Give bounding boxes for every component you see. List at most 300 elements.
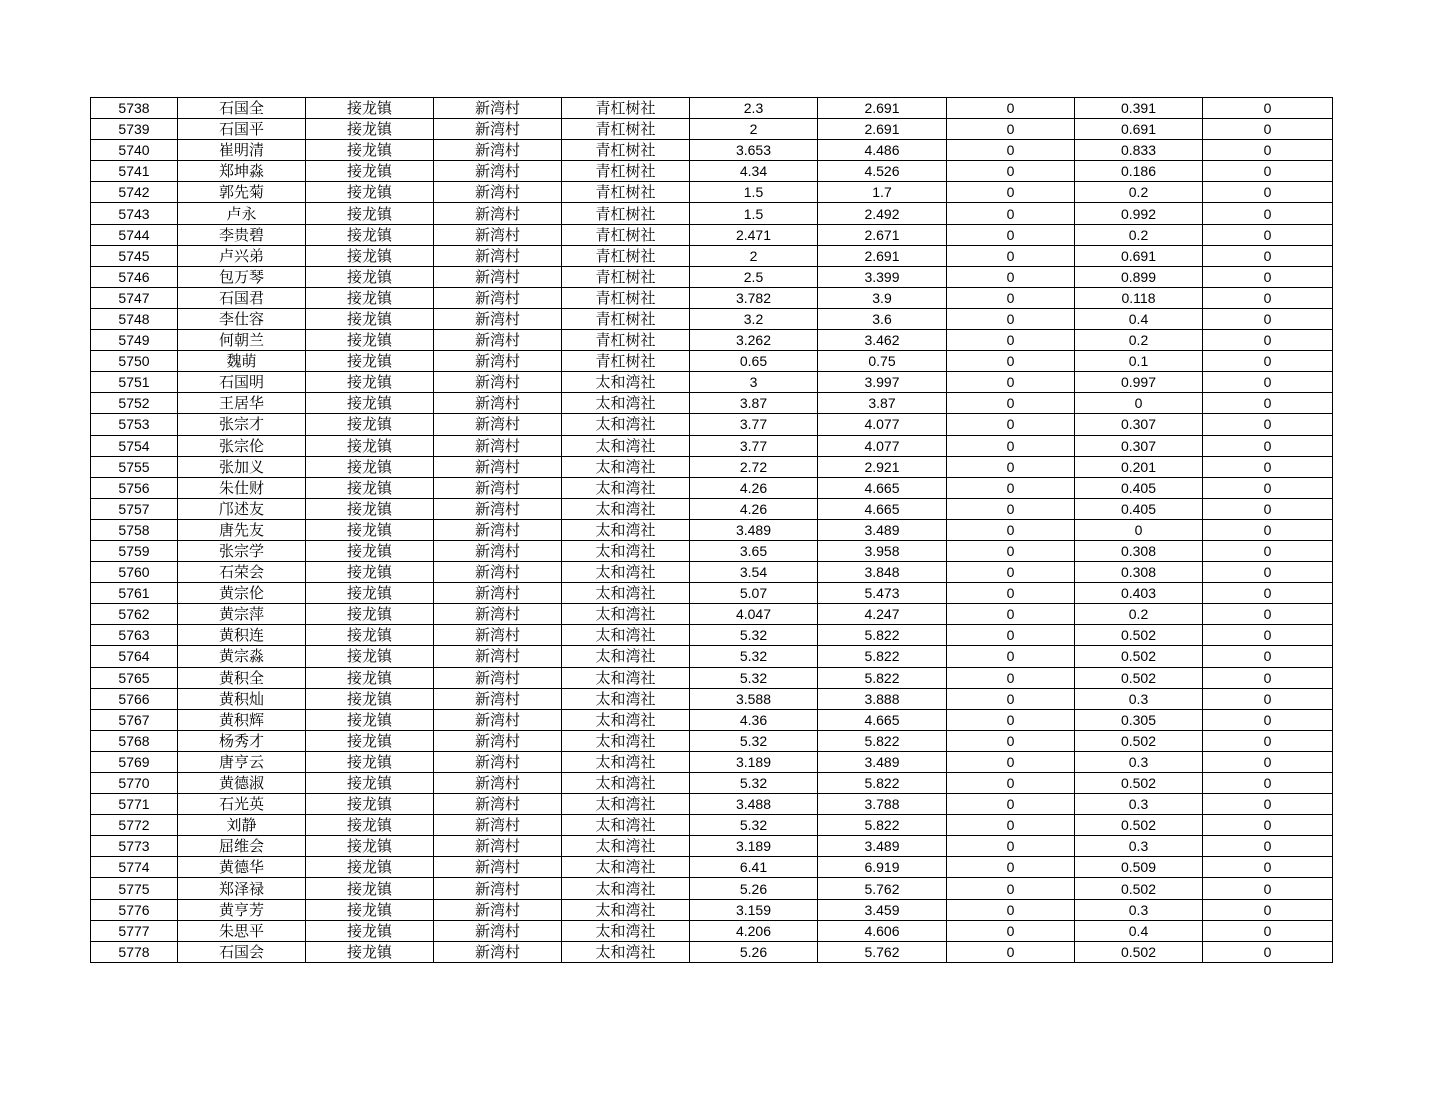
row-id-cell: 5743: [91, 203, 178, 224]
group-cell: 太和湾社: [562, 688, 690, 709]
value-c-cell: 0: [947, 435, 1075, 456]
value-d-cell: 0.1: [1075, 351, 1203, 372]
town-cell: 接龙镇: [306, 857, 434, 878]
value-c-cell: 0: [947, 773, 1075, 794]
table-row: [91, 393, 1333, 414]
town-cell: 接龙镇: [306, 709, 434, 730]
value-e-cell: 0: [1203, 646, 1333, 667]
name-cell: 郑坤淼: [178, 161, 306, 182]
name-cell: 黄宗萍: [178, 604, 306, 625]
value-d-cell: 0.2: [1075, 604, 1203, 625]
value-a-cell: 2: [690, 245, 818, 266]
row-id-cell: 5738: [91, 98, 178, 119]
row-id-cell: 5753: [91, 414, 178, 435]
table-row: [91, 351, 1333, 372]
table-row: [91, 477, 1333, 498]
village-cell: 新湾村: [434, 519, 562, 540]
value-b-cell: 4.665: [818, 498, 947, 519]
value-d-cell: 0.3: [1075, 794, 1203, 815]
name-cell: 卢永: [178, 203, 306, 224]
name-cell: 刘静: [178, 815, 306, 836]
row-id-cell: 5750: [91, 351, 178, 372]
row-id-cell: 5778: [91, 941, 178, 962]
value-e-cell: 0: [1203, 414, 1333, 435]
table-body: [91, 98, 1333, 963]
value-a-cell: 4.26: [690, 477, 818, 498]
value-d-cell: 0.308: [1075, 540, 1203, 561]
row-id-cell: 5749: [91, 330, 178, 351]
group-cell: 青杠树社: [562, 161, 690, 182]
row-id-cell: 5760: [91, 562, 178, 583]
value-c-cell: 0: [947, 140, 1075, 161]
value-a-cell: 2.471: [690, 224, 818, 245]
value-d-cell: 0.992: [1075, 203, 1203, 224]
name-cell: 张宗才: [178, 414, 306, 435]
name-cell: 魏萌: [178, 351, 306, 372]
value-d-cell: 0.305: [1075, 709, 1203, 730]
value-d-cell: 0.403: [1075, 583, 1203, 604]
name-cell: 石国平: [178, 119, 306, 140]
value-a-cell: 5.32: [690, 646, 818, 667]
town-cell: 接龙镇: [306, 836, 434, 857]
table-row: [91, 119, 1333, 140]
value-a-cell: 4.36: [690, 709, 818, 730]
table-row: [91, 899, 1333, 920]
village-cell: 新湾村: [434, 667, 562, 688]
village-cell: 新湾村: [434, 794, 562, 815]
value-b-cell: 5.822: [818, 646, 947, 667]
table-row: [91, 161, 1333, 182]
table-row: [91, 562, 1333, 583]
town-cell: 接龙镇: [306, 308, 434, 329]
value-a-cell: 5.32: [690, 730, 818, 751]
value-d-cell: 0.405: [1075, 477, 1203, 498]
value-a-cell: 3: [690, 372, 818, 393]
value-e-cell: 0: [1203, 287, 1333, 308]
village-cell: 新湾村: [434, 224, 562, 245]
row-id-cell: 5746: [91, 266, 178, 287]
value-d-cell: 0.4: [1075, 308, 1203, 329]
value-c-cell: 0: [947, 709, 1075, 730]
value-c-cell: 0: [947, 667, 1075, 688]
row-id-cell: 5747: [91, 287, 178, 308]
row-id-cell: 5759: [91, 540, 178, 561]
name-cell: 何朝兰: [178, 330, 306, 351]
group-cell: 太和湾社: [562, 519, 690, 540]
group-cell: 青杠树社: [562, 266, 690, 287]
town-cell: 接龙镇: [306, 815, 434, 836]
value-d-cell: 0.502: [1075, 815, 1203, 836]
value-a-cell: 3.54: [690, 562, 818, 583]
group-cell: 太和湾社: [562, 414, 690, 435]
value-c-cell: 0: [947, 224, 1075, 245]
value-c-cell: 0: [947, 878, 1075, 899]
value-a-cell: 2.3: [690, 98, 818, 119]
table-row: [91, 414, 1333, 435]
name-cell: 石荣会: [178, 562, 306, 583]
village-cell: 新湾村: [434, 878, 562, 899]
value-e-cell: 0: [1203, 836, 1333, 857]
row-id-cell: 5777: [91, 920, 178, 941]
name-cell: 崔明清: [178, 140, 306, 161]
value-e-cell: 0: [1203, 351, 1333, 372]
row-id-cell: 5767: [91, 709, 178, 730]
name-cell: 李贵碧: [178, 224, 306, 245]
value-d-cell: 0.899: [1075, 266, 1203, 287]
value-e-cell: 0: [1203, 140, 1333, 161]
value-b-cell: 3.87: [818, 393, 947, 414]
row-id-cell: 5773: [91, 836, 178, 857]
row-id-cell: 5775: [91, 878, 178, 899]
value-b-cell: 4.665: [818, 477, 947, 498]
value-e-cell: 0: [1203, 435, 1333, 456]
value-b-cell: 2.671: [818, 224, 947, 245]
name-cell: 朱仕财: [178, 477, 306, 498]
group-cell: 太和湾社: [562, 836, 690, 857]
town-cell: 接龙镇: [306, 604, 434, 625]
value-e-cell: 0: [1203, 498, 1333, 519]
value-c-cell: 0: [947, 604, 1075, 625]
value-c-cell: 0: [947, 393, 1075, 414]
value-a-cell: 3.77: [690, 414, 818, 435]
value-c-cell: 0: [947, 519, 1075, 540]
village-cell: 新湾村: [434, 688, 562, 709]
value-a-cell: 3.77: [690, 435, 818, 456]
group-cell: 太和湾社: [562, 815, 690, 836]
value-a-cell: 4.206: [690, 920, 818, 941]
value-c-cell: 0: [947, 794, 1075, 815]
value-e-cell: 0: [1203, 625, 1333, 646]
value-b-cell: 5.822: [818, 667, 947, 688]
village-cell: 新湾村: [434, 414, 562, 435]
village-cell: 新湾村: [434, 393, 562, 414]
value-a-cell: 3.189: [690, 751, 818, 772]
row-id-cell: 5761: [91, 583, 178, 604]
value-a-cell: 3.489: [690, 519, 818, 540]
value-c-cell: 0: [947, 330, 1075, 351]
name-cell: 黄积全: [178, 667, 306, 688]
value-c-cell: 0: [947, 836, 1075, 857]
value-b-cell: 3.958: [818, 540, 947, 561]
village-cell: 新湾村: [434, 815, 562, 836]
name-cell: 卢兴弟: [178, 245, 306, 266]
value-b-cell: 2.691: [818, 245, 947, 266]
value-b-cell: 3.399: [818, 266, 947, 287]
value-d-cell: 0.502: [1075, 625, 1203, 646]
town-cell: 接龙镇: [306, 119, 434, 140]
value-a-cell: 1.5: [690, 203, 818, 224]
town-cell: 接龙镇: [306, 540, 434, 561]
village-cell: 新湾村: [434, 372, 562, 393]
value-b-cell: 3.6: [818, 308, 947, 329]
town-cell: 接龙镇: [306, 625, 434, 646]
group-cell: 青杠树社: [562, 351, 690, 372]
town-cell: 接龙镇: [306, 161, 434, 182]
group-cell: 太和湾社: [562, 794, 690, 815]
village-cell: 新湾村: [434, 161, 562, 182]
town-cell: 接龙镇: [306, 372, 434, 393]
value-e-cell: 0: [1203, 540, 1333, 561]
value-a-cell: 0.65: [690, 351, 818, 372]
town-cell: 接龙镇: [306, 140, 434, 161]
value-b-cell: 2.691: [818, 119, 947, 140]
value-b-cell: 5.762: [818, 941, 947, 962]
village-cell: 新湾村: [434, 477, 562, 498]
village-cell: 新湾村: [434, 751, 562, 772]
name-cell: 张加义: [178, 456, 306, 477]
value-b-cell: 6.919: [818, 857, 947, 878]
town-cell: 接龙镇: [306, 646, 434, 667]
table-row: [91, 709, 1333, 730]
value-e-cell: 0: [1203, 920, 1333, 941]
value-d-cell: 0.997: [1075, 372, 1203, 393]
value-c-cell: 0: [947, 730, 1075, 751]
group-cell: 太和湾社: [562, 372, 690, 393]
town-cell: 接龙镇: [306, 393, 434, 414]
value-e-cell: 0: [1203, 182, 1333, 203]
group-cell: 太和湾社: [562, 477, 690, 498]
table-row: [91, 857, 1333, 878]
name-cell: 李仕容: [178, 308, 306, 329]
value-c-cell: 0: [947, 308, 1075, 329]
value-d-cell: 0.833: [1075, 140, 1203, 161]
value-c-cell: 0: [947, 372, 1075, 393]
village-cell: 新湾村: [434, 435, 562, 456]
name-cell: 石国明: [178, 372, 306, 393]
value-b-cell: 5.762: [818, 878, 947, 899]
value-a-cell: 4.26: [690, 498, 818, 519]
group-cell: 太和湾社: [562, 583, 690, 604]
group-cell: 太和湾社: [562, 646, 690, 667]
village-cell: 新湾村: [434, 245, 562, 266]
table-row: [91, 245, 1333, 266]
name-cell: 黄德华: [178, 857, 306, 878]
value-d-cell: 0.4: [1075, 920, 1203, 941]
value-a-cell: 5.32: [690, 815, 818, 836]
town-cell: 接龙镇: [306, 583, 434, 604]
town-cell: 接龙镇: [306, 899, 434, 920]
village-cell: 新湾村: [434, 308, 562, 329]
value-a-cell: 4.047: [690, 604, 818, 625]
value-c-cell: 0: [947, 287, 1075, 308]
table-row: [91, 751, 1333, 772]
table-row: [91, 773, 1333, 794]
table-row: [91, 98, 1333, 119]
value-a-cell: 5.32: [690, 773, 818, 794]
table-row: [91, 224, 1333, 245]
value-d-cell: 0.509: [1075, 857, 1203, 878]
value-b-cell: 3.997: [818, 372, 947, 393]
town-cell: 接龙镇: [306, 519, 434, 540]
value-e-cell: 0: [1203, 245, 1333, 266]
value-d-cell: 0.2: [1075, 224, 1203, 245]
town-cell: 接龙镇: [306, 224, 434, 245]
group-cell: 太和湾社: [562, 498, 690, 519]
value-c-cell: 0: [947, 414, 1075, 435]
village-cell: 新湾村: [434, 456, 562, 477]
value-d-cell: 0.3: [1075, 899, 1203, 920]
name-cell: 黄宗伦: [178, 583, 306, 604]
group-cell: 太和湾社: [562, 878, 690, 899]
village-cell: 新湾村: [434, 941, 562, 962]
name-cell: 黄积辉: [178, 709, 306, 730]
value-c-cell: 0: [947, 941, 1075, 962]
value-a-cell: 3.189: [690, 836, 818, 857]
group-cell: 太和湾社: [562, 625, 690, 646]
value-e-cell: 0: [1203, 709, 1333, 730]
value-a-cell: 5.32: [690, 667, 818, 688]
town-cell: 接龙镇: [306, 920, 434, 941]
value-e-cell: 0: [1203, 119, 1333, 140]
table-row: [91, 435, 1333, 456]
table-row: [91, 540, 1333, 561]
village-cell: 新湾村: [434, 351, 562, 372]
value-b-cell: 4.665: [818, 709, 947, 730]
value-d-cell: 0.502: [1075, 646, 1203, 667]
value-b-cell: 3.489: [818, 751, 947, 772]
name-cell: 郑泽禄: [178, 878, 306, 899]
group-cell: 青杠树社: [562, 182, 690, 203]
town-cell: 接龙镇: [306, 730, 434, 751]
value-a-cell: 5.26: [690, 878, 818, 899]
name-cell: 石国会: [178, 941, 306, 962]
town-cell: 接龙镇: [306, 245, 434, 266]
village-cell: 新湾村: [434, 330, 562, 351]
table-row: [91, 203, 1333, 224]
value-c-cell: 0: [947, 351, 1075, 372]
value-d-cell: 0.405: [1075, 498, 1203, 519]
name-cell: 黄亨芳: [178, 899, 306, 920]
group-cell: 太和湾社: [562, 899, 690, 920]
row-id-cell: 5757: [91, 498, 178, 519]
value-e-cell: 0: [1203, 857, 1333, 878]
value-b-cell: 4.526: [818, 161, 947, 182]
value-e-cell: 0: [1203, 372, 1333, 393]
value-a-cell: 4.34: [690, 161, 818, 182]
value-c-cell: 0: [947, 161, 1075, 182]
name-cell: 黄德淑: [178, 773, 306, 794]
value-e-cell: 0: [1203, 393, 1333, 414]
value-d-cell: 0.391: [1075, 98, 1203, 119]
group-cell: 太和湾社: [562, 435, 690, 456]
value-e-cell: 0: [1203, 730, 1333, 751]
value-a-cell: 3.159: [690, 899, 818, 920]
value-d-cell: 0: [1075, 393, 1203, 414]
table-row: [91, 583, 1333, 604]
town-cell: 接龙镇: [306, 287, 434, 308]
value-a-cell: 1.5: [690, 182, 818, 203]
group-cell: 太和湾社: [562, 604, 690, 625]
table-row: [91, 456, 1333, 477]
value-e-cell: 0: [1203, 899, 1333, 920]
village-cell: 新湾村: [434, 730, 562, 751]
value-d-cell: 0.502: [1075, 773, 1203, 794]
group-cell: 太和湾社: [562, 709, 690, 730]
row-id-cell: 5744: [91, 224, 178, 245]
table-row: [91, 372, 1333, 393]
town-cell: 接龙镇: [306, 477, 434, 498]
value-b-cell: 2.492: [818, 203, 947, 224]
value-c-cell: 0: [947, 815, 1075, 836]
town-cell: 接龙镇: [306, 773, 434, 794]
table-row: [91, 287, 1333, 308]
value-c-cell: 0: [947, 857, 1075, 878]
table-row: [91, 667, 1333, 688]
row-id-cell: 5766: [91, 688, 178, 709]
value-a-cell: 3.87: [690, 393, 818, 414]
value-e-cell: 0: [1203, 224, 1333, 245]
town-cell: 接龙镇: [306, 667, 434, 688]
value-c-cell: 0: [947, 899, 1075, 920]
value-c-cell: 0: [947, 498, 1075, 519]
value-b-cell: 4.247: [818, 604, 947, 625]
value-d-cell: 0.3: [1075, 688, 1203, 709]
value-b-cell: 3.9: [818, 287, 947, 308]
value-e-cell: 0: [1203, 751, 1333, 772]
name-cell: 张宗伦: [178, 435, 306, 456]
value-b-cell: 3.848: [818, 562, 947, 583]
value-d-cell: 0.118: [1075, 287, 1203, 308]
row-id-cell: 5769: [91, 751, 178, 772]
name-cell: 石光英: [178, 794, 306, 815]
village-cell: 新湾村: [434, 562, 562, 583]
group-cell: 太和湾社: [562, 941, 690, 962]
row-id-cell: 5770: [91, 773, 178, 794]
value-e-cell: 0: [1203, 519, 1333, 540]
value-a-cell: 6.41: [690, 857, 818, 878]
value-a-cell: 3.588: [690, 688, 818, 709]
value-b-cell: 4.077: [818, 414, 947, 435]
value-e-cell: 0: [1203, 604, 1333, 625]
table-row: [91, 688, 1333, 709]
group-cell: 太和湾社: [562, 562, 690, 583]
group-cell: 青杠树社: [562, 287, 690, 308]
value-c-cell: 0: [947, 920, 1075, 941]
table-row: [91, 266, 1333, 287]
value-b-cell: 3.489: [818, 519, 947, 540]
value-a-cell: 5.07: [690, 583, 818, 604]
value-e-cell: 0: [1203, 794, 1333, 815]
value-b-cell: 1.7: [818, 182, 947, 203]
group-cell: 太和湾社: [562, 540, 690, 561]
value-b-cell: 5.822: [818, 730, 947, 751]
value-e-cell: 0: [1203, 667, 1333, 688]
value-a-cell: 5.32: [690, 625, 818, 646]
row-id-cell: 5755: [91, 456, 178, 477]
town-cell: 接龙镇: [306, 330, 434, 351]
name-cell: 石国君: [178, 287, 306, 308]
value-d-cell: 0.2: [1075, 330, 1203, 351]
name-cell: 张宗学: [178, 540, 306, 561]
town-cell: 接龙镇: [306, 182, 434, 203]
value-c-cell: 0: [947, 456, 1075, 477]
value-d-cell: 0.2: [1075, 182, 1203, 203]
town-cell: 接龙镇: [306, 941, 434, 962]
town-cell: 接龙镇: [306, 414, 434, 435]
table-row: [91, 625, 1333, 646]
table-row: [91, 519, 1333, 540]
name-cell: 黄积灿: [178, 688, 306, 709]
value-c-cell: 0: [947, 203, 1075, 224]
value-e-cell: 0: [1203, 161, 1333, 182]
row-id-cell: 5751: [91, 372, 178, 393]
value-c-cell: 0: [947, 751, 1075, 772]
group-cell: 太和湾社: [562, 857, 690, 878]
value-c-cell: 0: [947, 119, 1075, 140]
value-a-cell: 2: [690, 119, 818, 140]
village-cell: 新湾村: [434, 119, 562, 140]
village-cell: 新湾村: [434, 203, 562, 224]
